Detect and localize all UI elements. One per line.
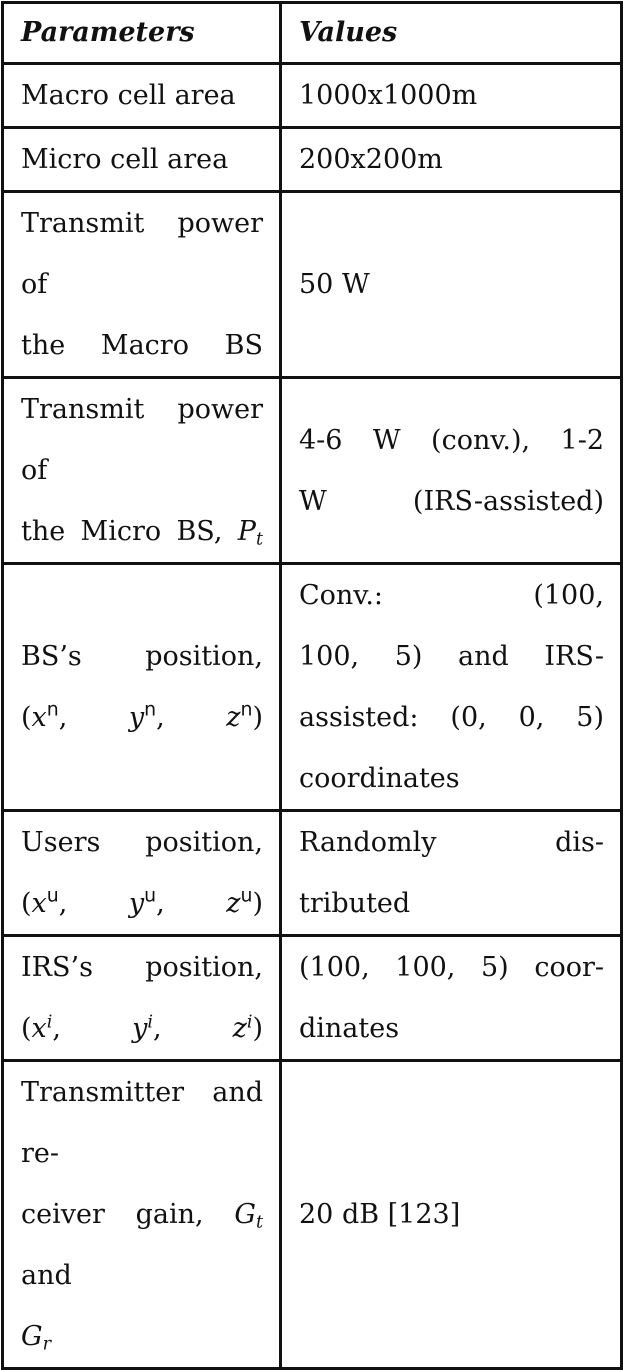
parameters-table bbox=[1, 1, 623, 1370]
value-line: W (IRS-assisted) bbox=[299, 485, 604, 517]
table-row bbox=[3, 811, 622, 936]
symbol-letter: G bbox=[234, 1199, 256, 1230]
sup-z: i bbox=[246, 1012, 253, 1033]
header-values: Values bbox=[281, 3, 622, 64]
param-math: ($x^u$, $y^u$, $z^u$) bbox=[21, 884, 263, 919]
value-line: 4-6 W (conv.), 1-2 bbox=[299, 424, 604, 456]
value-cell bbox=[281, 192, 622, 378]
symbol-subscript: r bbox=[42, 1334, 51, 1355]
value-line: Conv.: (100, bbox=[299, 580, 604, 611]
value-text: 20 dB [123] bbox=[299, 1199, 461, 1230]
symbol-subscript: t bbox=[255, 529, 263, 550]
table-row bbox=[3, 64, 622, 128]
param-cell bbox=[3, 564, 281, 811]
param-math: ($x^n$, $y^n$, $z^n$) bbox=[21, 698, 263, 733]
table-row bbox=[3, 1061, 622, 1369]
param-cell bbox=[3, 811, 281, 936]
sup-x: i bbox=[46, 1012, 53, 1033]
value-cell bbox=[281, 564, 622, 811]
header-parameters: Parameters bbox=[3, 3, 281, 64]
table-header-row bbox=[3, 3, 622, 64]
value-cell bbox=[281, 128, 622, 192]
value-cell bbox=[281, 378, 622, 564]
param-line bbox=[21, 1184, 263, 1306]
param-cell bbox=[3, 192, 281, 378]
value-cell bbox=[281, 811, 622, 936]
value-line: coordinates bbox=[299, 763, 460, 794]
value-text: 200x200m bbox=[299, 144, 443, 175]
param-text: Macro cell area bbox=[21, 80, 236, 111]
param-text: Micro cell area bbox=[21, 144, 229, 175]
sup-x: u bbox=[46, 884, 59, 907]
sup-y: n bbox=[144, 698, 157, 721]
param-line-text: the Micro BS, bbox=[21, 516, 238, 547]
value-line: assisted: (0, 0, 5) bbox=[299, 702, 604, 733]
param-cell bbox=[3, 128, 281, 192]
symbol-subscript: t bbox=[255, 1212, 263, 1233]
value-line: Randomly dis- bbox=[299, 827, 604, 858]
param-cell bbox=[3, 936, 281, 1061]
power-symbol bbox=[237, 516, 263, 550]
value-text: 1000x1000m bbox=[299, 80, 478, 111]
value-line: dinates bbox=[299, 1013, 400, 1044]
sup-y: i bbox=[147, 1012, 153, 1033]
param-line-text: and bbox=[21, 1260, 72, 1291]
param-cell bbox=[3, 64, 281, 128]
value-cell bbox=[281, 64, 622, 128]
param-line: Users position, bbox=[21, 827, 263, 858]
param-line bbox=[21, 1306, 263, 1367]
param-line: Transmitter and re- bbox=[21, 1077, 263, 1169]
table-row bbox=[3, 192, 622, 378]
param-line: the Macro BS bbox=[21, 330, 263, 361]
sup-y: u bbox=[144, 884, 157, 907]
value-cell bbox=[281, 936, 622, 1061]
param-math: ($x^i$, $y^i$, $z^i$) bbox=[21, 1012, 263, 1044]
gain-symbol-t bbox=[234, 1199, 263, 1233]
table-row bbox=[3, 378, 622, 564]
param-cell bbox=[3, 1061, 281, 1369]
symbol-letter: G bbox=[21, 1321, 43, 1352]
param-cell bbox=[3, 378, 281, 564]
value-line: tributed bbox=[299, 888, 411, 919]
table-row bbox=[3, 128, 622, 192]
value-cell bbox=[281, 1061, 622, 1369]
sup-x: n bbox=[46, 698, 59, 721]
param-line: Transmit power of bbox=[21, 208, 263, 300]
table-row bbox=[3, 564, 622, 811]
value-line: 100, 5) and IRS- bbox=[299, 641, 604, 672]
value-text: 50 W bbox=[299, 269, 370, 300]
param-line: IRS’s position, bbox=[21, 952, 263, 983]
param-line: Transmit power of bbox=[21, 394, 263, 486]
gain-symbol-r bbox=[21, 1321, 51, 1355]
param-line-text: ceiver gain, bbox=[21, 1199, 235, 1230]
symbol-letter: P bbox=[237, 516, 256, 547]
table-row bbox=[3, 936, 622, 1061]
sup-z: n bbox=[240, 698, 253, 721]
sup-z: u bbox=[240, 884, 253, 907]
value-line: (100, 100, 5) coor- bbox=[299, 952, 604, 983]
param-line bbox=[21, 501, 263, 562]
param-line: BS’s position, bbox=[21, 641, 263, 672]
